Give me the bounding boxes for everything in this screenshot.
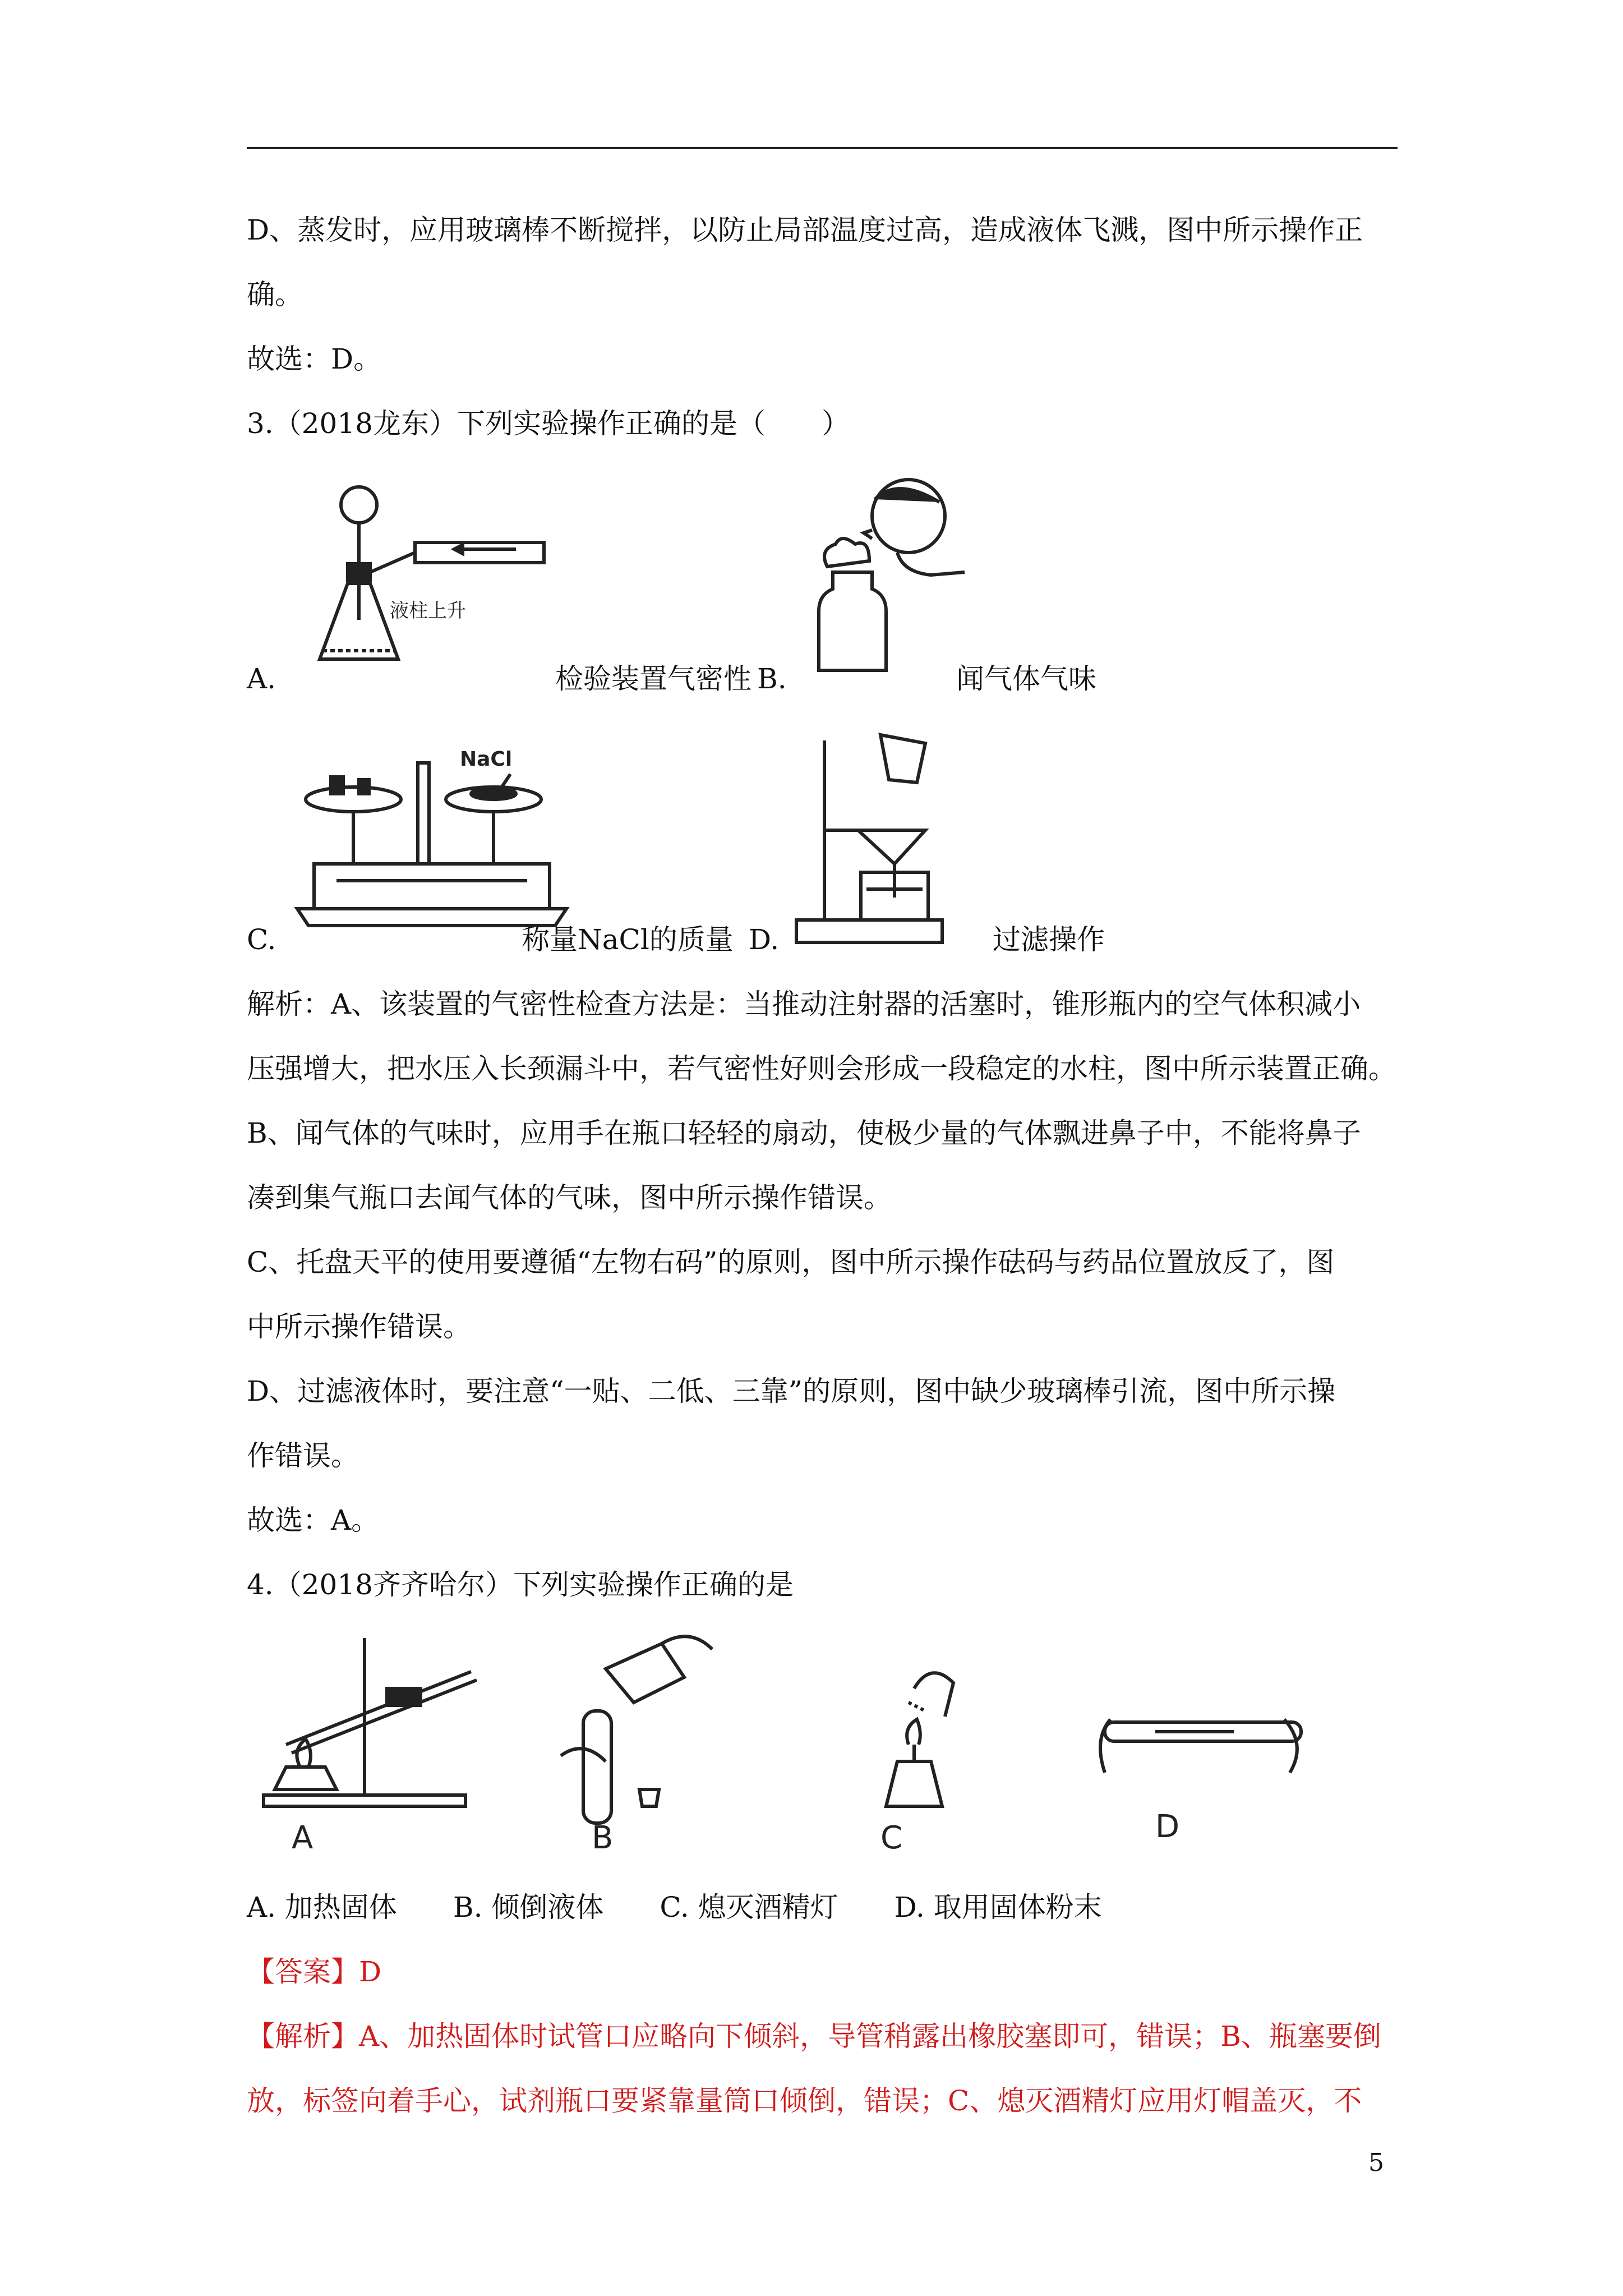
figure-smell-gas — [802, 477, 970, 679]
figure-filtration — [791, 729, 948, 954]
figure-heating-solid — [264, 1638, 477, 1856]
option-a-prefix: A. — [247, 662, 276, 695]
text-line: 故选：A。 — [247, 1504, 380, 1536]
option-c-caption: 称量NaCl的质量 — [522, 923, 734, 956]
header-rule — [247, 147, 1398, 149]
text-line: 中所示操作错误。 — [247, 1310, 471, 1343]
text-line: D、过滤液体时，要注意“一贴、二低、三靠”的原则，图中缺少玻璃棒引流，图中所示操 — [247, 1375, 1336, 1407]
text-line: B、闻气体的气味时，应用手在瓶口轻轻的扇动，使极少量的气体飘进鼻子中，不能将鼻子 — [247, 1117, 1361, 1149]
text-line: 作错误。 — [247, 1439, 359, 1472]
answer-value: D — [359, 1955, 382, 1988]
explanation-text: A、加热固体时试管口应略向下倾斜，导管稍露出橡胶塞即可，错误；B、瓶塞要倒 — [359, 2020, 1381, 2053]
option-b-prefix: B. — [757, 662, 787, 695]
figure-airtightness-check — [292, 480, 561, 687]
text-line: 确。 — [247, 278, 303, 311]
figure-extinguish-lamp — [880, 1673, 953, 1856]
answer-label: 【答案】 — [247, 1955, 359, 1988]
q4-label-c: C — [880, 1820, 903, 1856]
q4-label-b: B — [592, 1820, 614, 1856]
page-number: 5 — [1368, 2148, 1384, 2177]
question-3: 3.（2018龙东）下列实验操作正确的是（ ） — [247, 407, 850, 440]
option-d-prefix: D. — [749, 923, 780, 956]
text-line: 压强增大，把水压入长颈漏斗中，若气密性好则会形成一段稳定的水柱，图中所示装置正确。 — [247, 1052, 1396, 1085]
option-b-caption: 闻气体气味 — [956, 662, 1096, 695]
figure-balance — [292, 740, 572, 942]
text-line: 凑到集气瓶口去闻气体的气味，图中所示操作错误。 — [247, 1181, 892, 1214]
question-4: 4.（2018齐齐哈尔）下列实验操作正确的是 — [247, 1568, 794, 1601]
q4-explanation-1 — [247, 2019, 1381, 2053]
figure-q4-row — [247, 1627, 1368, 1862]
q4-label-d: D — [1155, 1809, 1180, 1845]
q4-options: A. 加热固体 B. 倾倒液体 C. 熄灭酒精灯 D. 取用固体粉末 — [247, 1891, 1102, 1924]
figure-take-powder — [1100, 1719, 1301, 1845]
text-line: 故选：D。 — [247, 343, 382, 375]
q4-label-a: A — [292, 1820, 313, 1856]
q4-explanation-2: 放，标签向着手心，试剂瓶口要紧靠量筒口倾倒，错误；C、熄灭酒精灯应用灯帽盖灭，不 — [247, 2085, 1362, 2117]
text-line: 解析：A、该装置的气密性检查方法是：当推动注射器的活塞时，锥形瓶内的空气体积减小 — [247, 988, 1361, 1020]
option-d-caption: 过滤操作 — [993, 923, 1105, 956]
option-a-caption: 检验装置气密性 — [555, 662, 751, 695]
text-line: C、托盘天平的使用要遵循“左物右码”的原则，图中所示操作砝码与药品位置放反了，图 — [247, 1246, 1335, 1278]
q4-answer — [247, 1955, 381, 1989]
figure-pouring-liquid — [561, 1636, 712, 1856]
figure-c-label: NaCl — [460, 748, 513, 771]
text-line: D、蒸发时，应用玻璃棒不断搅拌，以防止局部温度过高，造成液体飞溅，图中所示操作正 — [247, 214, 1363, 246]
explanation-label: 【解析】 — [247, 2020, 359, 2053]
figure-a-label: 液柱上升 — [390, 600, 466, 622]
option-c-prefix: C. — [247, 923, 276, 956]
